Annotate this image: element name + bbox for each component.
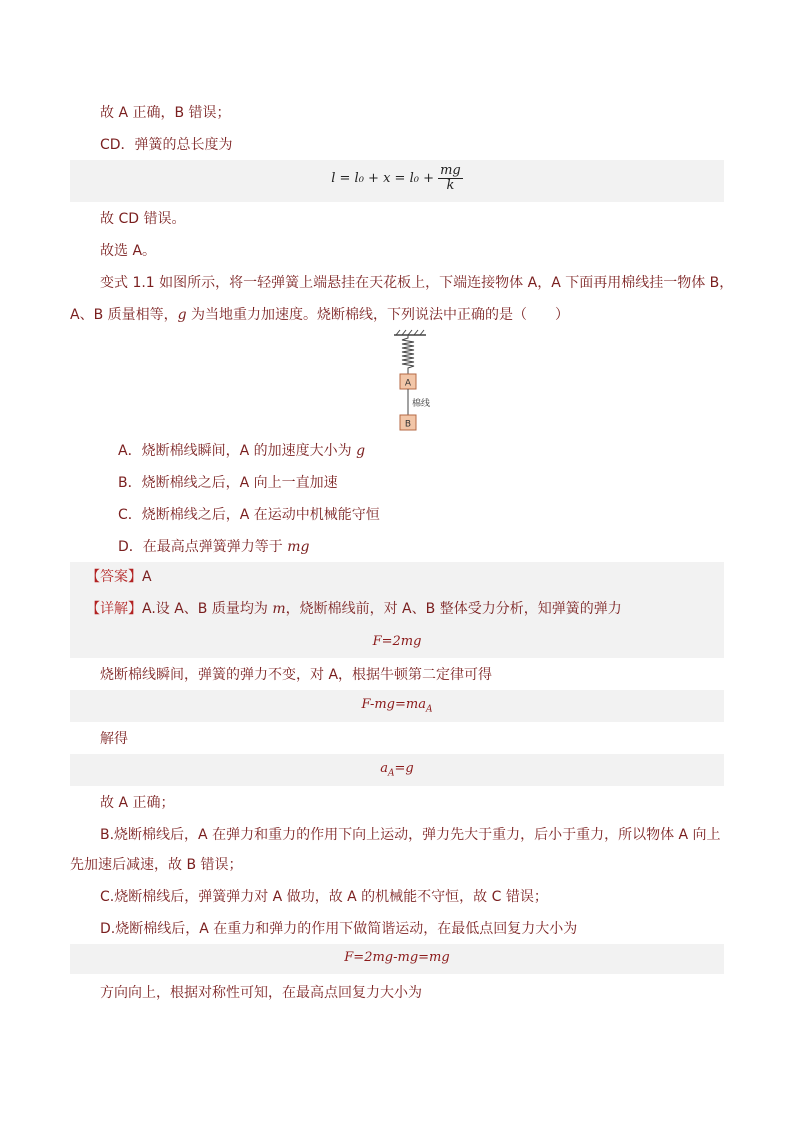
eq-main: F-mg=ma (361, 697, 426, 712)
answer-tag: 【答案】 (86, 569, 142, 585)
text-line: 先加速后减速，故 B 错误； (70, 857, 243, 873)
block-a-label: A (404, 378, 412, 389)
text-line: C.烧断棉线后，弹簧弹力对 A 做功，故 A 的机械能不守恒，故 C 错误； (100, 889, 548, 905)
option-text: C．烧断棉线之后，A 在运动中机械能守恒 (118, 507, 380, 523)
spring (402, 335, 414, 374)
question-stem-continued (70, 305, 569, 325)
block-b-label: B (404, 419, 412, 430)
detail-line (86, 599, 622, 619)
formula-spring-length (70, 164, 724, 193)
option-d (118, 537, 309, 557)
eq-sub: A (388, 768, 395, 779)
equation-newton (70, 697, 724, 715)
detail-var-m: m (272, 601, 286, 617)
option-var: g (356, 443, 366, 459)
formula-lhs: l = l₀ + x = l₀ + (331, 171, 434, 186)
option-c (118, 505, 380, 525)
text-line: 故选 A。 (100, 243, 157, 259)
equation-acceleration (70, 761, 724, 779)
text-line: 故 CD 错误。 (100, 211, 186, 227)
fraction (438, 164, 463, 193)
text-line: 故 A 正确，B 错误； (100, 105, 231, 121)
text-line: D.烧断棉线后，A 在重力和弹力的作用下做简谐运动，在最低点回复力大小为 (100, 921, 578, 937)
detail-text: ，烧断棉线前，对 A、B 整体受力分析，知弹簧的弹力 (285, 601, 622, 617)
answer-value: A (142, 569, 152, 585)
answer-line (86, 567, 152, 587)
eq-main: a (380, 761, 389, 776)
text-line: 方向向上，根据对称性可知，在最高点回复力大小为 (100, 985, 422, 1001)
option-a (118, 441, 365, 461)
spring-figure (380, 329, 440, 433)
stem-text: 为当地重力加速度。烧断棉线，下列说法中正确的是（ ） (186, 307, 570, 323)
thread-label: 棉线 (412, 399, 431, 409)
equation-spring-force: F=2mg (372, 634, 422, 649)
detail-text: A.设 A、B 质量均为 (142, 601, 273, 617)
fraction-numerator: mg (440, 163, 461, 178)
eq-sub: A (425, 704, 433, 715)
detail-tag: 【详解】 (86, 601, 142, 617)
option-var: mg (287, 539, 310, 555)
stem-text: A、B 质量相等， (70, 307, 178, 323)
option-text: A．烧断棉线瞬间，A 的加速度大小为 (118, 443, 357, 459)
text-line: 烧断棉线瞬间，弹簧的弹力不变，对 A，根据牛顿第二定律可得 (100, 667, 493, 683)
fraction-denominator: k (446, 178, 455, 193)
text-line: 故 A 正确； (100, 795, 175, 811)
text-line: B.烧断棉线后，A 在弹力和重力的作用下向上运动，弹力先大于重力，后小于重力，所以物体 A 向上 (100, 827, 721, 843)
ceiling (394, 330, 426, 335)
text-line: 解得 (100, 731, 128, 747)
text-line: CD．弹簧的总长度为 (100, 137, 233, 153)
option-b (118, 473, 338, 493)
question-stem: 变式 1.1 如图所示，将一轻弹簧上端悬挂在天花板上，下端连接物体 A，A 下面再用棉线挂一物体 B， (100, 275, 734, 291)
equation-restoring-force: F=2mg-mg=mg (344, 950, 450, 965)
eq-tail: =g (394, 761, 414, 776)
option-text: D．在最高点弹簧弹力等于 (118, 539, 288, 555)
stem-var-g: g (177, 307, 187, 323)
option-text: B．烧断棉线之后，A 向上一直加速 (118, 475, 338, 491)
